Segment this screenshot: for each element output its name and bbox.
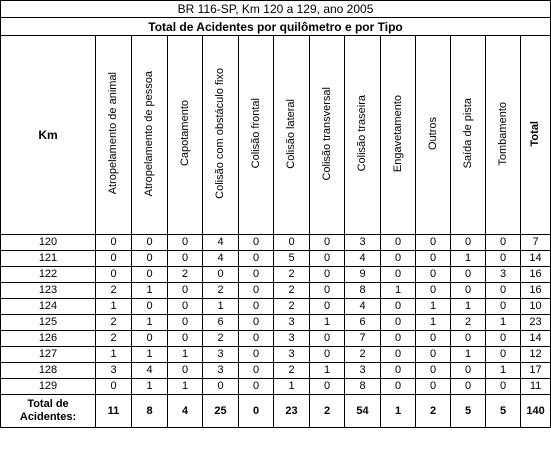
table-row bbox=[1, 235, 551, 251]
value-cell: 0 bbox=[239, 315, 274, 331]
value-cell: 1 bbox=[310, 315, 345, 331]
value-cell: 16 bbox=[521, 267, 551, 283]
column-header-label: Colisão traseira bbox=[356, 95, 368, 172]
km-column-header: Km bbox=[1, 36, 96, 235]
value-cell: 0 bbox=[416, 251, 451, 267]
value-cell: 9 bbox=[345, 267, 381, 283]
value-cell: 4 bbox=[345, 251, 381, 267]
value-cell: 3 bbox=[345, 235, 381, 251]
value-cell: 2 bbox=[203, 283, 239, 299]
value-cell: 0 bbox=[310, 299, 345, 315]
value-cell: 2 bbox=[345, 347, 381, 363]
value-cell: 0 bbox=[381, 251, 416, 267]
value-cell: 1 bbox=[310, 363, 345, 379]
table-subtitle: Total de Acidentes por quilômetro e por Tipo bbox=[1, 18, 551, 36]
value-cell: 0 bbox=[416, 363, 451, 379]
value-cell: 17 bbox=[521, 363, 551, 379]
column-header-label: Colisão transversal bbox=[320, 86, 333, 181]
value-cell: 0 bbox=[310, 331, 345, 347]
value-cell: 0 bbox=[451, 283, 486, 299]
value-cell: 0 bbox=[168, 251, 203, 267]
value-cell: 0 bbox=[381, 379, 416, 395]
value-cell: 1 bbox=[486, 315, 521, 331]
value-cell: 5 bbox=[274, 251, 310, 267]
value-cell: 2 bbox=[274, 299, 310, 315]
value-cell: 0 bbox=[451, 331, 486, 347]
table-row bbox=[1, 315, 551, 331]
column-header bbox=[345, 36, 381, 235]
total-cell: 1 bbox=[381, 395, 416, 428]
column-header-label: Tombamento bbox=[496, 101, 509, 166]
table-row bbox=[1, 331, 551, 347]
value-cell: 0 bbox=[239, 331, 274, 347]
column-header bbox=[486, 36, 521, 235]
value-cell: 1 bbox=[168, 347, 203, 363]
value-cell: 1 bbox=[451, 299, 486, 315]
table-row bbox=[1, 299, 551, 315]
column-header bbox=[310, 36, 345, 235]
value-cell: 3 bbox=[486, 267, 521, 283]
value-cell: 14 bbox=[521, 251, 551, 267]
value-cell: 1 bbox=[96, 347, 132, 363]
value-cell: 14 bbox=[521, 331, 551, 347]
value-cell: 0 bbox=[486, 331, 521, 347]
value-cell: 8 bbox=[345, 379, 381, 395]
value-cell: 0 bbox=[381, 235, 416, 251]
value-cell: 0 bbox=[274, 235, 310, 251]
column-header-label: Saída de pista bbox=[461, 98, 474, 169]
value-cell: 2 bbox=[274, 363, 310, 379]
value-cell: 0 bbox=[310, 235, 345, 251]
value-cell: 0 bbox=[451, 235, 486, 251]
column-header-label: Engavetamento bbox=[391, 94, 404, 173]
column-header-label: Colisão lateral bbox=[285, 98, 297, 169]
total-cell: 2 bbox=[310, 395, 345, 428]
value-cell: 1 bbox=[486, 363, 521, 379]
value-cell: 0 bbox=[168, 235, 203, 251]
value-cell: 1 bbox=[381, 283, 416, 299]
value-cell: 3 bbox=[274, 315, 310, 331]
column-header-label: Colisão frontal bbox=[249, 98, 262, 169]
total-cell: 140 bbox=[521, 395, 551, 428]
value-cell: 1 bbox=[132, 315, 168, 331]
total-cell: 54 bbox=[345, 395, 381, 428]
km-cell: 127 bbox=[1, 347, 96, 363]
value-cell: 0 bbox=[486, 379, 521, 395]
value-cell: 7 bbox=[521, 235, 551, 251]
value-cell: 1 bbox=[451, 347, 486, 363]
value-cell: 0 bbox=[168, 331, 203, 347]
value-cell: 4 bbox=[203, 251, 239, 267]
table-row bbox=[1, 283, 551, 299]
totals-row bbox=[1, 395, 551, 428]
value-cell: 0 bbox=[132, 235, 168, 251]
value-cell: 3 bbox=[274, 331, 310, 347]
value-cell: 0 bbox=[416, 267, 451, 283]
column-header-label: Atropelamento de animal bbox=[107, 72, 119, 195]
value-cell: 11 bbox=[521, 379, 551, 395]
value-cell: 0 bbox=[132, 331, 168, 347]
value-cell: 0 bbox=[416, 235, 451, 251]
column-header-label: Atropelamento de pessoa bbox=[143, 70, 155, 197]
value-cell: 3 bbox=[274, 347, 310, 363]
value-cell: 4 bbox=[345, 299, 381, 315]
value-cell: 0 bbox=[168, 283, 203, 299]
value-cell: 0 bbox=[239, 251, 274, 267]
value-cell: 0 bbox=[310, 283, 345, 299]
value-cell: 1 bbox=[96, 299, 132, 315]
column-header bbox=[381, 36, 416, 235]
table-row bbox=[1, 379, 551, 395]
value-cell: 1 bbox=[416, 299, 451, 315]
table-row bbox=[1, 363, 551, 379]
total-cell: 11 bbox=[96, 395, 132, 428]
value-cell: 0 bbox=[486, 235, 521, 251]
value-cell: 0 bbox=[96, 379, 132, 395]
value-cell: 0 bbox=[416, 283, 451, 299]
column-header bbox=[274, 36, 310, 235]
total-label: Total de Acidentes: bbox=[1, 395, 96, 428]
value-cell: 0 bbox=[451, 363, 486, 379]
column-header bbox=[416, 36, 451, 235]
column-header bbox=[132, 36, 168, 235]
value-cell: 1 bbox=[132, 379, 168, 395]
value-cell: 0 bbox=[416, 347, 451, 363]
value-cell: 4 bbox=[132, 363, 168, 379]
value-cell: 0 bbox=[381, 331, 416, 347]
value-cell: 1 bbox=[132, 283, 168, 299]
value-cell: 0 bbox=[239, 379, 274, 395]
table-title: BR 116-SP, Km 120 a 129, ano 2005 bbox=[1, 1, 551, 18]
value-cell: 0 bbox=[239, 267, 274, 283]
value-cell: 2 bbox=[96, 283, 132, 299]
total-cell: 0 bbox=[239, 395, 274, 428]
value-cell: 0 bbox=[381, 363, 416, 379]
value-cell: 0 bbox=[239, 347, 274, 363]
value-cell: 16 bbox=[521, 283, 551, 299]
value-cell: 6 bbox=[203, 315, 239, 331]
value-cell: 0 bbox=[486, 347, 521, 363]
table-row bbox=[1, 251, 551, 267]
value-cell: 6 bbox=[345, 315, 381, 331]
value-cell: 0 bbox=[381, 299, 416, 315]
value-cell: 1 bbox=[132, 347, 168, 363]
total-cell: 2 bbox=[416, 395, 451, 428]
value-cell: 0 bbox=[203, 267, 239, 283]
value-cell: 0 bbox=[132, 299, 168, 315]
column-header-label: Total bbox=[529, 120, 542, 147]
value-cell: 0 bbox=[96, 235, 132, 251]
value-cell: 0 bbox=[310, 267, 345, 283]
km-cell: 128 bbox=[1, 363, 96, 379]
value-cell: 0 bbox=[239, 299, 274, 315]
value-cell: 2 bbox=[96, 315, 132, 331]
value-cell: 0 bbox=[168, 299, 203, 315]
column-header bbox=[521, 36, 551, 235]
total-cell: 23 bbox=[274, 395, 310, 428]
column-header bbox=[239, 36, 274, 235]
value-cell: 1 bbox=[416, 315, 451, 331]
value-cell: 2 bbox=[451, 315, 486, 331]
total-cell: 5 bbox=[451, 395, 486, 428]
total-cell: 5 bbox=[486, 395, 521, 428]
column-header bbox=[451, 36, 486, 235]
value-cell: 12 bbox=[521, 347, 551, 363]
value-cell: 0 bbox=[310, 347, 345, 363]
value-cell: 0 bbox=[203, 379, 239, 395]
value-cell: 2 bbox=[96, 331, 132, 347]
value-cell: 0 bbox=[168, 363, 203, 379]
value-cell: 0 bbox=[486, 251, 521, 267]
value-cell: 2 bbox=[203, 331, 239, 347]
value-cell: 0 bbox=[451, 379, 486, 395]
value-cell: 1 bbox=[203, 299, 239, 315]
value-cell: 0 bbox=[239, 283, 274, 299]
value-cell: 0 bbox=[416, 379, 451, 395]
value-cell: 0 bbox=[310, 379, 345, 395]
value-cell: 0 bbox=[239, 363, 274, 379]
km-cell: 129 bbox=[1, 379, 96, 395]
value-cell: 0 bbox=[486, 283, 521, 299]
total-cell: 4 bbox=[168, 395, 203, 428]
km-cell: 121 bbox=[1, 251, 96, 267]
value-cell: 10 bbox=[521, 299, 551, 315]
column-header-label: Colisão com obstáculo fixo bbox=[214, 68, 226, 199]
value-cell: 0 bbox=[96, 251, 132, 267]
km-cell: 120 bbox=[1, 235, 96, 251]
value-cell: 2 bbox=[274, 267, 310, 283]
total-cell: 25 bbox=[203, 395, 239, 428]
column-header-label: Outros bbox=[426, 116, 439, 150]
value-cell: 0 bbox=[486, 299, 521, 315]
km-cell: 126 bbox=[1, 331, 96, 347]
value-cell: 0 bbox=[96, 267, 132, 283]
value-cell: 0 bbox=[310, 251, 345, 267]
column-header bbox=[203, 36, 239, 235]
column-header bbox=[96, 36, 132, 235]
table-row bbox=[1, 347, 551, 363]
value-cell: 0 bbox=[381, 315, 416, 331]
value-cell: 3 bbox=[203, 347, 239, 363]
value-cell: 3 bbox=[203, 363, 239, 379]
value-cell: 0 bbox=[239, 235, 274, 251]
km-cell: 125 bbox=[1, 315, 96, 331]
column-header bbox=[168, 36, 203, 235]
km-cell: 122 bbox=[1, 267, 96, 283]
value-cell: 7 bbox=[345, 331, 381, 347]
value-cell: 2 bbox=[274, 283, 310, 299]
table-row bbox=[1, 267, 551, 283]
value-cell: 23 bbox=[521, 315, 551, 331]
total-cell: 8 bbox=[132, 395, 168, 428]
value-cell: 0 bbox=[168, 315, 203, 331]
value-cell: 0 bbox=[132, 267, 168, 283]
value-cell: 8 bbox=[345, 283, 381, 299]
value-cell: 3 bbox=[345, 363, 381, 379]
column-header-label: Capotamento bbox=[178, 100, 191, 167]
value-cell: 1 bbox=[168, 379, 203, 395]
value-cell: 0 bbox=[416, 331, 451, 347]
value-cell: 2 bbox=[168, 267, 203, 283]
value-cell: 0 bbox=[381, 267, 416, 283]
value-cell: 0 bbox=[132, 251, 168, 267]
value-cell: 0 bbox=[451, 267, 486, 283]
km-cell: 123 bbox=[1, 283, 96, 299]
value-cell: 0 bbox=[381, 347, 416, 363]
value-cell: 4 bbox=[203, 235, 239, 251]
value-cell: 1 bbox=[274, 379, 310, 395]
value-cell: 3 bbox=[96, 363, 132, 379]
value-cell: 1 bbox=[451, 251, 486, 267]
km-cell: 124 bbox=[1, 299, 96, 315]
